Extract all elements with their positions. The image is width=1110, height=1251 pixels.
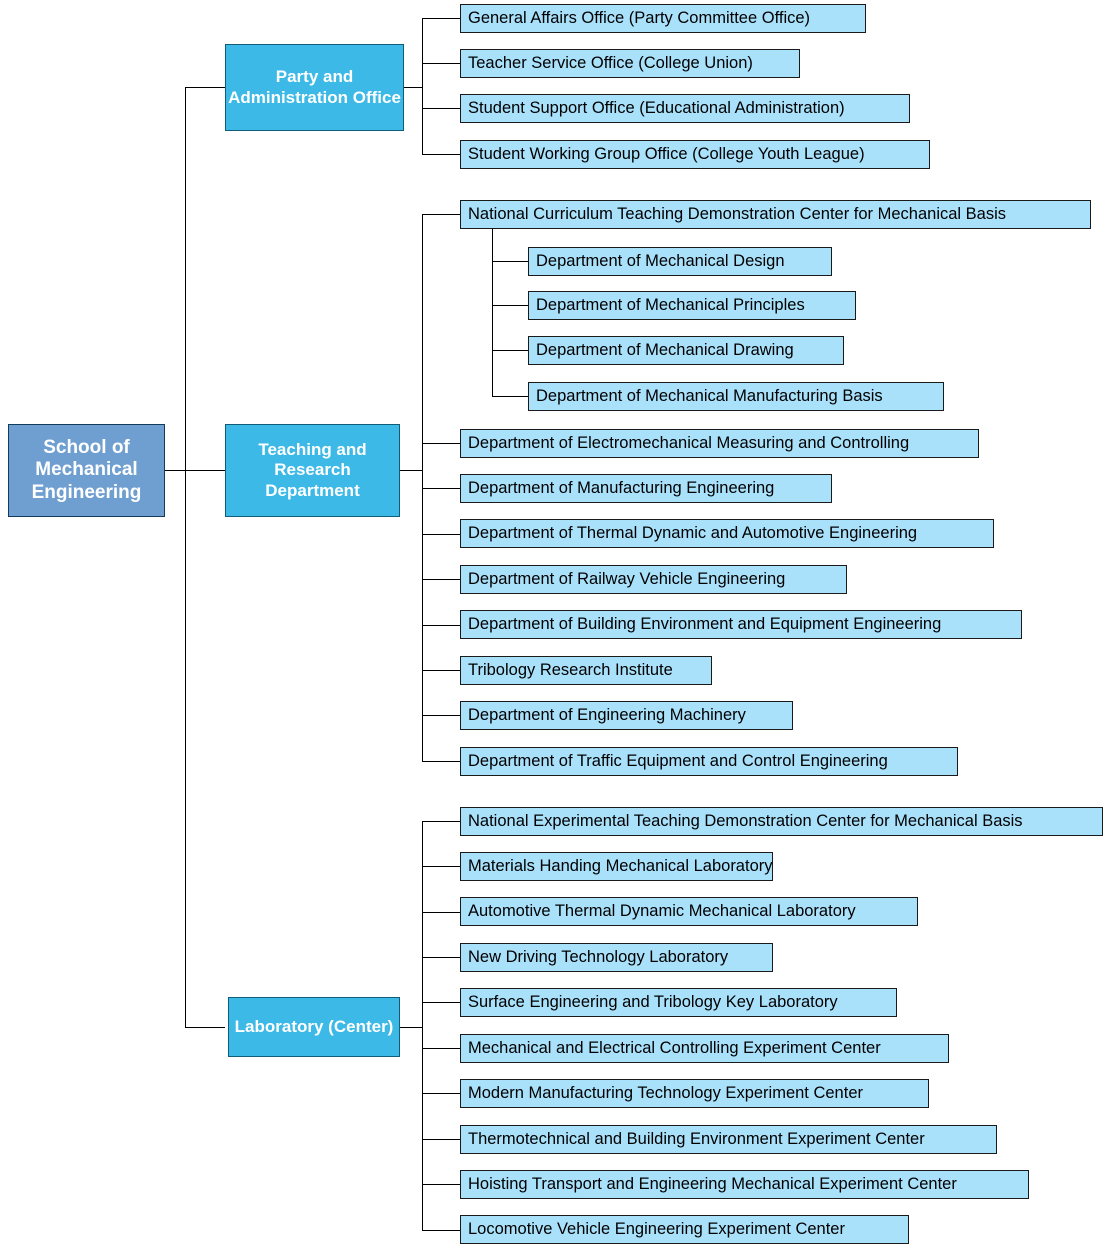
connector-b2-sub2 bbox=[492, 305, 528, 306]
leaf-label: Department of Electromechanical Measuring and Controlling bbox=[468, 433, 910, 452]
connector-b1-spine bbox=[422, 18, 423, 154]
connector-b3-c5 bbox=[422, 1002, 460, 1003]
root-node[interactable] bbox=[8, 424, 165, 517]
leaf-node[interactable] bbox=[460, 429, 979, 458]
leaf-label: Department of Engineering Machinery bbox=[468, 705, 746, 724]
connector-b2-c7 bbox=[422, 670, 460, 671]
connector-b3-c2 bbox=[422, 866, 460, 867]
connector-b2-sub-spine bbox=[492, 228, 493, 396]
leaf-node-sub[interactable] bbox=[528, 336, 844, 365]
branch-label: Laboratory (Center) bbox=[234, 1016, 394, 1036]
leaf-node[interactable] bbox=[460, 701, 793, 730]
connector-b2-c6 bbox=[422, 625, 460, 626]
connector-b3-c3 bbox=[422, 912, 460, 913]
leaf-label: Student Working Group Office (College Youth League) bbox=[468, 144, 865, 163]
leaf-label: National Curriculum Teaching Demonstration Center for Mechanical Basis bbox=[468, 204, 1007, 223]
leaf-node[interactable] bbox=[460, 565, 847, 594]
leaf-label: Student Support Office (Educational Administration) bbox=[468, 98, 845, 117]
leaf-node[interactable] bbox=[460, 140, 930, 169]
leaf-label: Locomotive Vehicle Engineering Experiment Center bbox=[468, 1219, 845, 1238]
leaf-node[interactable] bbox=[460, 807, 1103, 836]
connector-b2-c5 bbox=[422, 579, 460, 580]
branch-node-party-and-administration-office[interactable] bbox=[225, 44, 404, 131]
leaf-node[interactable] bbox=[460, 988, 897, 1017]
connector-b2-c3 bbox=[422, 488, 460, 489]
connector-b2-c1 bbox=[422, 214, 460, 215]
leaf-label: Department of Mechanical Manufacturing Basis bbox=[536, 386, 883, 405]
leaf-node[interactable] bbox=[460, 94, 910, 123]
branch-label: Party and Administration Office bbox=[228, 67, 401, 107]
branch-node-teaching-and-research-department[interactable] bbox=[225, 424, 400, 517]
leaf-node[interactable] bbox=[460, 1034, 949, 1063]
leaf-node-sub[interactable] bbox=[528, 382, 944, 411]
leaf-label: Department of Thermal Dynamic and Automotive Engineering bbox=[468, 523, 918, 542]
connector-b1-c2 bbox=[422, 63, 460, 64]
leaf-node[interactable] bbox=[460, 747, 958, 776]
leaf-label: Hoisting Transport and Engineering Mechanical Experiment Center bbox=[468, 1174, 957, 1193]
leaf-label: Automotive Thermal Dynamic Mechanical Laboratory bbox=[468, 901, 856, 920]
leaf-label: Materials Handing Mechanical Laboratory bbox=[468, 856, 773, 875]
leaf-node[interactable] bbox=[460, 1215, 909, 1244]
connector-b2-c4 bbox=[422, 534, 460, 535]
branch-node-laboratory-center[interactable] bbox=[228, 997, 400, 1057]
leaf-node[interactable] bbox=[460, 200, 1091, 229]
connector-b3-out bbox=[400, 1027, 422, 1028]
connector-b2-sub4 bbox=[492, 396, 528, 397]
connector-root-spine bbox=[185, 87, 186, 1027]
leaf-label: Department of Building Environment and Equipment Engineering bbox=[468, 614, 942, 633]
leaf-label: National Experimental Teaching Demonstration Center for Mechanical Basis bbox=[468, 811, 1023, 830]
connector-b1-c4 bbox=[422, 154, 460, 155]
connector-b3-c6 bbox=[422, 1048, 460, 1049]
leaf-label: Department of Mechanical Principles bbox=[536, 295, 805, 314]
connector-b1-out bbox=[404, 87, 422, 88]
leaf-label: Department of Mechanical Design bbox=[536, 251, 785, 270]
connector-b2-c9 bbox=[422, 761, 460, 762]
branch-label: Teaching and Research Department bbox=[258, 440, 367, 500]
leaf-label: New Driving Technology Laboratory bbox=[468, 947, 729, 966]
leaf-label: Tribology Research Institute bbox=[468, 660, 673, 679]
connector-b3-spine bbox=[422, 821, 423, 1230]
connector-branch2-stub bbox=[185, 470, 225, 471]
connector-root-stem bbox=[165, 470, 185, 471]
connector-b1-c1 bbox=[422, 18, 460, 19]
connector-b3-c4 bbox=[422, 957, 460, 958]
leaf-node[interactable] bbox=[460, 4, 866, 33]
leaf-node[interactable] bbox=[460, 49, 800, 78]
leaf-label: General Affairs Office (Party Committee Office) bbox=[468, 8, 811, 27]
connector-b3-c10 bbox=[422, 1230, 460, 1231]
leaf-node[interactable] bbox=[460, 852, 773, 881]
root-node-label: School of Mechanical Engineering bbox=[31, 436, 142, 503]
leaf-node[interactable] bbox=[460, 897, 918, 926]
connector-b3-c9 bbox=[422, 1184, 460, 1185]
leaf-label: Teacher Service Office (College Union) bbox=[468, 53, 753, 72]
leaf-node-sub[interactable] bbox=[528, 247, 832, 276]
connector-b1-c3 bbox=[422, 108, 460, 109]
connector-branch3-stub bbox=[185, 1027, 225, 1028]
leaf-label: Department of Railway Vehicle Engineering bbox=[468, 569, 786, 588]
leaf-node[interactable] bbox=[460, 519, 994, 548]
connector-b2-c8 bbox=[422, 715, 460, 716]
connector-b2-c2 bbox=[422, 443, 460, 444]
leaf-label: Modern Manufacturing Technology Experiment Center bbox=[468, 1083, 863, 1102]
leaf-label: Department of Mechanical Drawing bbox=[536, 340, 794, 359]
connector-branch1-stub bbox=[185, 87, 225, 88]
leaf-node[interactable] bbox=[460, 1125, 997, 1154]
leaf-node[interactable] bbox=[460, 1170, 1029, 1199]
leaf-node[interactable] bbox=[460, 474, 832, 503]
leaf-label: Thermotechnical and Building Environment Experiment Center bbox=[468, 1129, 925, 1148]
leaf-node[interactable] bbox=[460, 1079, 929, 1108]
connector-b2-out bbox=[400, 470, 422, 471]
leaf-label: Surface Engineering and Tribology Key Laboratory bbox=[468, 992, 838, 1011]
connector-b3-c8 bbox=[422, 1139, 460, 1140]
leaf-node[interactable] bbox=[460, 610, 1022, 639]
connector-b2-sub3 bbox=[492, 350, 528, 351]
connector-b3-c1 bbox=[422, 821, 460, 822]
leaf-node[interactable] bbox=[460, 943, 773, 972]
leaf-label: Department of Traffic Equipment and Control Engineering bbox=[468, 751, 888, 770]
connector-b3-c7 bbox=[422, 1093, 460, 1094]
connector-b2-sub1 bbox=[492, 261, 528, 262]
leaf-node[interactable] bbox=[460, 656, 712, 685]
leaf-label: Department of Manufacturing Engineering bbox=[468, 478, 775, 497]
leaf-label: Mechanical and Electrical Controlling Experiment Center bbox=[468, 1038, 881, 1057]
leaf-node-sub[interactable] bbox=[528, 291, 856, 320]
